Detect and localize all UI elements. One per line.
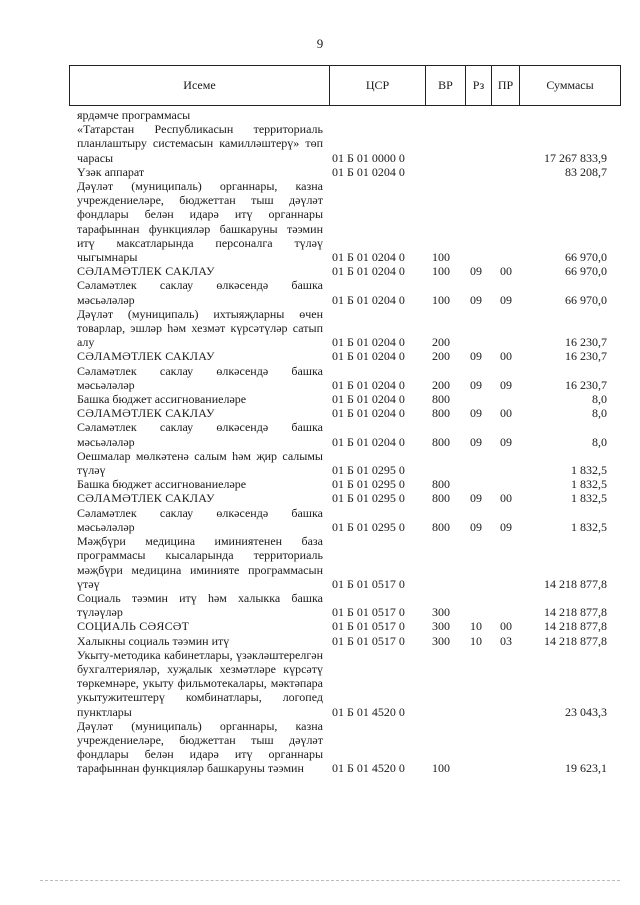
row-vr: 800 (432, 434, 450, 449)
row-vr: 200 (432, 335, 450, 350)
row-rz: 10 (470, 619, 482, 634)
row-name: Үзәк аппарат (77, 164, 145, 179)
row-csr: 01 Б 01 0204 0 (332, 250, 405, 265)
row-sum: 14 218 877,8 (544, 633, 607, 648)
row-sum: 16 230,7 (565, 349, 607, 364)
row-csr: 01 Б 01 0295 0 (332, 491, 405, 506)
row-vr: 100 (432, 264, 450, 279)
row-csr: 01 Б 01 0204 0 (332, 392, 405, 407)
row-csr: 01 Б 01 0517 0 (332, 605, 405, 620)
table-row (0, 634, 640, 648)
column-header-name: Исеме (70, 66, 330, 105)
row-vr: 100 (432, 761, 450, 776)
row-vr: 800 (432, 406, 450, 421)
row-rz: 09 (470, 406, 482, 421)
row-pr: 09 (500, 519, 512, 534)
row-name: Укыту-методика кабинетлары, үзәкләштерелгән бухгалтерияләр, хуҗалык хезмәтләре күрсәтү төркемнәре, укыту фильмотекалары, мәктәпара укытужитештерү комбинатлары, логопед пунктлары (77, 647, 323, 719)
table-row (0, 278, 640, 306)
column-header-rz: Рз (466, 66, 492, 105)
row-csr: 01 Б 01 0204 0 (332, 292, 405, 307)
row-name: Дәүләт (муниципаль) органнары, казна учреждениеләре, бюджеттан тыш дәүләт фондлары белән идарә итү органнары тарафыннан функцияләр башкаруны тәэмин (77, 718, 323, 776)
row-csr: 01 Б 01 0204 0 (332, 406, 405, 421)
page-number: 9 (316, 36, 324, 51)
row-vr: 800 (432, 519, 450, 534)
row-sum: 16 230,7 (565, 335, 607, 350)
row-csr: 01 Б 01 0204 0 (332, 349, 405, 364)
row-sum: 1 832,5 (571, 519, 607, 534)
row-sum: 1 832,5 (571, 477, 607, 492)
row-pr: 00 (500, 406, 512, 421)
row-csr: 01 Б 01 0000 0 (332, 150, 405, 165)
row-sum: 66 970,0 (565, 264, 607, 279)
table-row (0, 349, 640, 363)
table-row (0, 165, 640, 179)
row-csr: 01 Б 01 4520 0 (332, 761, 405, 776)
row-sum: 14 218 877,8 (544, 619, 607, 634)
row-rz: 09 (470, 264, 482, 279)
row-pr: 03 (500, 633, 512, 648)
row-csr: 01 Б 01 0204 0 (332, 377, 405, 392)
row-sum: 17 267 833,9 (544, 150, 607, 165)
row-pr: 00 (500, 619, 512, 634)
row-vr: 300 (432, 605, 450, 620)
table-row (0, 534, 640, 591)
table-row (0, 364, 640, 392)
row-sum: 14 218 877,8 (544, 605, 607, 620)
row-name: Башка бюджет ассигнованиеләре (77, 392, 247, 407)
table-row (0, 719, 640, 776)
row-rz: 09 (470, 491, 482, 506)
row-rz: 09 (470, 434, 482, 449)
column-header-sum: Суммасы (546, 78, 594, 92)
row-vr: 800 (432, 491, 450, 506)
row-pr: 09 (500, 377, 512, 392)
row-name: Социаль тәэмин итү һәм халыкка башка түләүләр (77, 590, 323, 620)
row-vr: 200 (432, 377, 450, 392)
row-name: Дәүләт (муниципаль) ихтыяҗларны өчен товарлар, эшләр һәм хезмәт күрсәтүләр сатып алу (77, 306, 323, 350)
row-pr: 00 (500, 349, 512, 364)
row-name: ярдәмче программасы (77, 108, 191, 122)
row-sum: 19 623,1 (565, 761, 607, 776)
row-sum: 83 208,7 (565, 164, 607, 179)
table-row (0, 122, 640, 165)
row-sum: 23 043,3 (565, 704, 607, 719)
column-header-csr: ЦСР (330, 66, 426, 105)
table-row (0, 406, 640, 420)
row-csr: 01 Б 01 0517 0 (332, 633, 405, 648)
row-rz: 09 (470, 519, 482, 534)
table-header (69, 65, 621, 106)
row-pr: 00 (500, 264, 512, 279)
row-name: Халыкны социаль тәэмин итү (77, 633, 230, 648)
row-name: СӘЛАМӘТЛЕК САКЛАУ (77, 264, 215, 279)
row-vr: 100 (432, 292, 450, 307)
row-name: СӘЛАМӘТЛЕК САКЛАУ (77, 349, 215, 364)
row-sum: 8,0 (592, 392, 607, 407)
row-name: Сәламәтлек саклау өлкәсендә башка мәсьәләләр (77, 278, 323, 307)
row-vr: 800 (432, 392, 450, 407)
row-sum: 8,0 (592, 406, 607, 421)
table-row (0, 619, 640, 633)
row-csr: 01 Б 01 0204 0 (332, 335, 405, 350)
row-pr: 09 (500, 434, 512, 449)
row-csr: 01 Б 01 0204 0 (332, 264, 405, 279)
column-header-pr: ПР (492, 66, 520, 105)
row-vr: 100 (432, 250, 450, 265)
table-row (0, 449, 640, 477)
row-csr: 01 Б 01 0517 0 (332, 576, 405, 591)
row-csr: 01 Б 01 4520 0 (332, 704, 405, 719)
table-row (0, 477, 640, 491)
row-vr: 300 (432, 619, 450, 634)
row-sum: 66 970,0 (565, 292, 607, 307)
row-name: Мәҗбүри медицина иминиятенен база программасы кысаларында территориаль мәҗбүри медицина иминияте программасын үтәү (77, 534, 323, 591)
table-row (0, 648, 640, 719)
table-row (0, 491, 640, 505)
row-csr: 01 Б 01 0517 0 (332, 619, 405, 634)
table-row (0, 108, 640, 122)
row-name: СӘЛАМӘТЛЕК САКЛАУ (77, 491, 215, 506)
row-sum: 14 218 877,8 (544, 576, 607, 591)
row-vr: 800 (432, 477, 450, 492)
row-name: Сәламәтлек саклау өлкәсендә башка мәсьәләләр (77, 505, 323, 534)
row-sum: 1 832,5 (571, 491, 607, 506)
row-sum: 16 230,7 (565, 377, 607, 392)
row-name: «Татарстан Республикасын территориаль планлаштыру системасын камилләштерү» төп чарасы (77, 122, 323, 165)
row-name: СОЦИАЛЬ СӘЯСӘТ (77, 619, 190, 634)
row-csr: 01 Б 01 0295 0 (332, 463, 405, 478)
row-name: СӘЛАМӘТЛЕК САКЛАУ (77, 406, 215, 421)
row-csr: 01 Б 01 0204 0 (332, 434, 405, 449)
row-name: Сәламәтлек саклау өлкәсендә башка мәсьәләләр (77, 363, 323, 392)
table-row (0, 392, 640, 406)
row-sum: 1 832,5 (571, 463, 607, 478)
row-name: Оешмалар мөлкәтенә салым һәм җир салымы түләү (77, 448, 323, 478)
table-row (0, 179, 640, 264)
table-row (0, 506, 640, 534)
row-csr: 01 Б 01 0295 0 (332, 519, 405, 534)
column-header-vr: ВР (426, 66, 466, 105)
row-pr: 00 (500, 491, 512, 506)
row-vr: 300 (432, 633, 450, 648)
row-name: Дәүләт (муниципаль) органнары, казна учреждениеләре, бюджеттан тыш дәүләт фондлары белән идарә итү органнары тарафыннан функцияләр башкаруны тәэмин итү максатларында персоналга түләү чыгымнары (77, 179, 323, 265)
budget-table-body (0, 108, 640, 776)
row-rz: 09 (470, 377, 482, 392)
row-csr: 01 Б 01 0204 0 (332, 164, 405, 179)
row-rz: 09 (470, 349, 482, 364)
row-rz: 10 (470, 633, 482, 648)
footer-divider (40, 880, 620, 881)
table-row (0, 420, 640, 448)
row-sum: 66 970,0 (565, 250, 607, 265)
row-rz: 09 (470, 292, 482, 307)
row-name: Сәламәтлек саклау өлкәсендә башка мәсьәләләр (77, 420, 323, 449)
row-vr: 200 (432, 349, 450, 364)
table-row (0, 591, 640, 619)
row-pr: 09 (500, 292, 512, 307)
row-csr: 01 Б 01 0295 0 (332, 477, 405, 492)
table-row (0, 264, 640, 278)
row-name: Башка бюджет ассигнованиеләре (77, 477, 247, 492)
table-row (0, 307, 640, 350)
row-sum: 8,0 (592, 434, 607, 449)
